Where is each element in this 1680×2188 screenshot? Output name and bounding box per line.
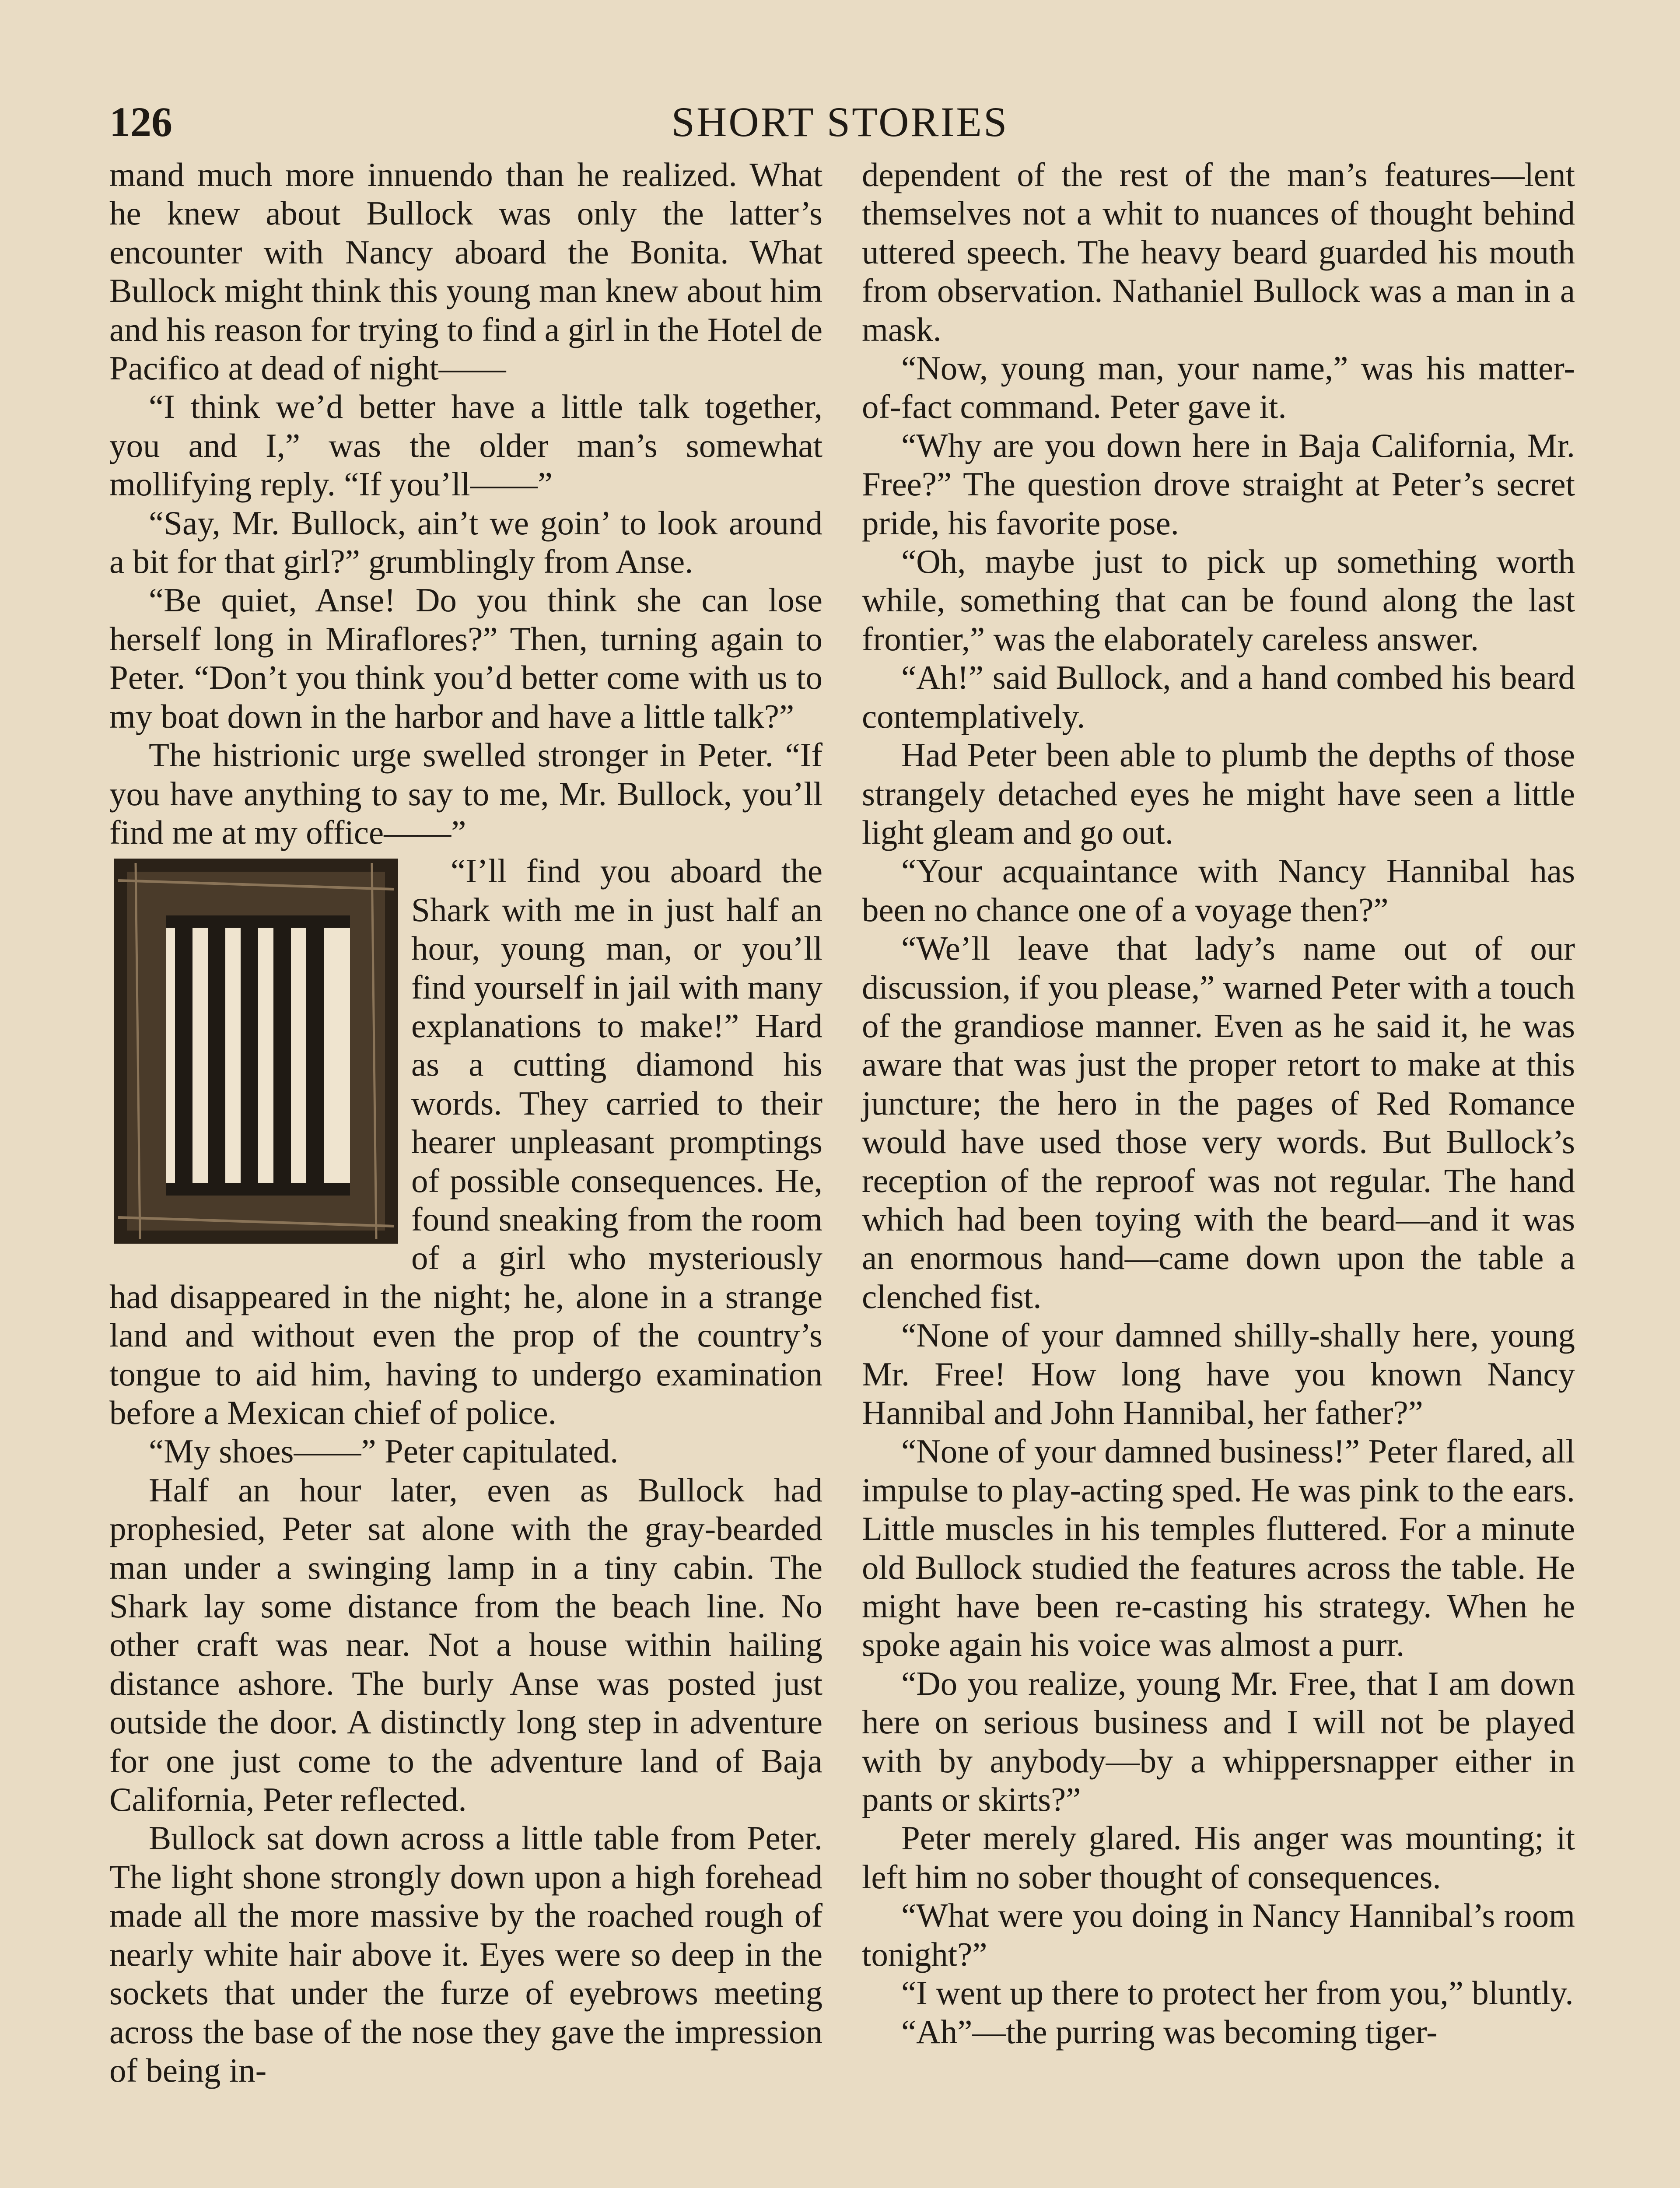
page-number: 126 bbox=[109, 98, 172, 145]
paragraph: “None of your damned shilly-shally here, young Mr. Free! How long have you known Nancy Hannibal and John Hannibal, her father?” bbox=[862, 1316, 1575, 1431]
paragraph: Peter merely glared. His anger was mounting; it left him no sober thought of consequences. bbox=[862, 1819, 1575, 1896]
paragraph: “Oh, maybe just to pick up something worth while, something that can be found along the last frontier,” was the elaborately careless answer. bbox=[862, 543, 1575, 658]
paragraph: The histrionic urge swelled stronger in Peter. “If you have anything to say to me, Mr. Bullock, you’ll find me at my office——” bbox=[109, 736, 822, 851]
paragraph: dependent of the rest of the man’s features—lent themselves not a whit to nuances of thought behind uttered speech. The heavy beard guarded his mouth from observation. Nathaniel Bullock was a man in a mask. bbox=[862, 156, 1575, 348]
paragraph: “What were you doing in Nancy Hannibal’s room tonight?” bbox=[862, 1897, 1575, 1973]
running-title: SHORT STORIES bbox=[671, 98, 1009, 145]
paragraph: mand much more innuendo than he realized. What he knew about Bullock was only the latter’s encounter with Nancy aboard the Bonita. What Bullock might think this young man knew about him and his reason for trying to find a girl in the Hotel de Pacifico at dead of night—— bbox=[109, 156, 822, 387]
paragraph: “Why are you down here in Baja California, Mr. Free?” The question drove straight at Peter’s secret pride, his favorite pose. bbox=[862, 426, 1575, 542]
right-column bbox=[862, 155, 1575, 2051]
paragraph-with-figure bbox=[109, 852, 822, 1432]
paragraph: “My shoes——” Peter capitulated. bbox=[149, 1432, 619, 1470]
jail-bars-icon bbox=[109, 854, 402, 1248]
paragraph: “Ah”—the purring was becoming tiger- bbox=[901, 2013, 1438, 2051]
paragraph: Had Peter been able to plumb the depths of those strangely detached eyes he might have seen a little light gleam and go out. bbox=[862, 736, 1575, 851]
paragraph: Half an hour later, even as Bullock had prophesied, Peter sat alone with the gray-bearded man under a swinging lamp in a tiny cabin. The Shark lay some distance from the beach line. No other craft was near. Not a house within hailing distance ashore. The burly Anse was posted just outside the door. A distinctly long step in adventure for one just come to the adventure land of Baja California, Peter reflected. bbox=[109, 1471, 822, 1819]
paragraph: “Do you realize, young Mr. Free, that I am down here on serious business and I will not be played with by anybody—by a whippersnapper either in pants or skirts?” bbox=[862, 1664, 1575, 1819]
paragraph: “Now, young man, your name,” was his matter-of-fact command. Peter gave it. bbox=[862, 349, 1575, 426]
paragraph-text: “I’ll find you aboard the Shark with me in just half an hour, young man, or you’ll find yourself in jail with many explanations to make!” Hard as a cutting diamond his words. They carried to their hearer unpleasant promptings of possible consequences. He, found sneaking from the room of a girl who mysteriously had disappeared in the night; he, alone in a strange land and without even the prop of the country’s tongue to aid him, having to undergo examination before a Mexican chief of police. bbox=[109, 852, 822, 1431]
page-header bbox=[109, 90, 1571, 147]
left-column bbox=[109, 155, 822, 2090]
paragraph: “Your acquaintance with Nancy Hannibal has been no chance one of a voyage then?” bbox=[862, 852, 1575, 929]
paragraph: “Say, Mr. Bullock, ain’t we goin’ to look around a bit for that girl?” grumblingly from Anse. bbox=[109, 504, 822, 581]
paragraph: “Be quiet, Anse! Do you think she can lose herself long in Miraflores?” Then, turning again to Peter. “Don’t you think you’d better come with us to my boat down in the harbor and have a little talk?” bbox=[109, 581, 822, 735]
paragraph: “I think we’d better have a little talk together, you and I,” was the older man’s somewhat mollifying reply. “If you’ll——” bbox=[109, 388, 822, 503]
paragraph: Bullock sat down across a little table from Peter. The light shone strongly down upon a high forehead made all the more massive by the roached rough of nearly white hair above it. Eyes were so deep in the sockets that under the furze of eyebrows meeting across the base of the nose they gave the impression of being in- bbox=[109, 1819, 822, 2089]
paragraph: “We’ll leave that lady’s name out of our discussion, if you please,” warned Peter with a touch of the grandiose manner. Even as he said it, he was aware that was just the proper retort to make at this juncture; the hero in the pages of Red Romance would have used those very words. But Bullock’s reception of the reproof was not regular. The hand which had been toying with the beard—and it was an enormous hand—came down upon the table a clenched fist. bbox=[862, 929, 1575, 1315]
paragraph: “None of your damned business!” Peter flared, all impulse to play-acting sped. He was pink to the ears. Little muscles in his temples fluttered. For a minute old Bullock studied the features across the table. He might have been re-casting his strategy. When he spoke again his voice was almost a purr. bbox=[862, 1432, 1575, 1664]
paragraph: “Ah!” said Bullock, and a hand combed his beard contemplatively. bbox=[862, 659, 1575, 735]
paragraph: “I went up there to protect her from you,” bluntly. bbox=[901, 1974, 1574, 2012]
